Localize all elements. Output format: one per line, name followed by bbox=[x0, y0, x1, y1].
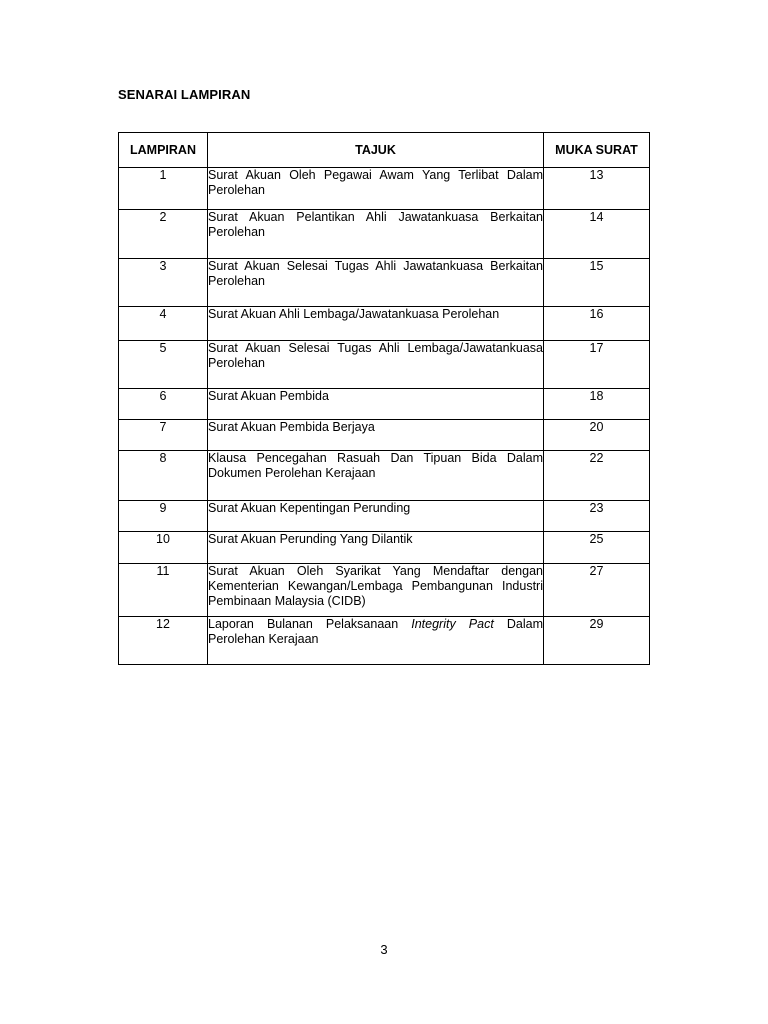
row-number: 2 bbox=[119, 210, 208, 259]
row-page: 17 bbox=[544, 341, 650, 389]
row-number: 9 bbox=[119, 501, 208, 532]
row-page: 14 bbox=[544, 210, 650, 259]
page-number: 3 bbox=[380, 942, 388, 957]
row-number: 5 bbox=[119, 341, 208, 389]
table-row bbox=[119, 389, 650, 420]
row-title-part: Laporan Bulanan Pelaksanaan bbox=[208, 617, 412, 631]
row-title: Surat Akuan Perunding Yang Dilantik bbox=[208, 532, 544, 564]
table-row bbox=[119, 259, 650, 307]
row-number: 4 bbox=[119, 307, 208, 341]
row-title: Klausa Pencegahan Rasuah Dan Tipuan Bida Dalam Dokumen Perolehan Kerajaan bbox=[208, 451, 544, 501]
row-page: 15 bbox=[544, 259, 650, 307]
table-header-row bbox=[119, 133, 650, 168]
page-title: SENARAI LAMPIRAN bbox=[118, 87, 251, 102]
table-row bbox=[119, 210, 650, 259]
row-page: 22 bbox=[544, 451, 650, 501]
row-title: Surat Akuan Oleh Syarikat Yang Mendaftar dengan Kementerian Kewangan/Lembaga Pembangunan Industri Pembinaan Malaysia (CIDB) bbox=[208, 564, 544, 617]
row-page: 25 bbox=[544, 532, 650, 564]
row-number: 3 bbox=[119, 259, 208, 307]
row-title: Surat Akuan Kepentingan Perunding bbox=[208, 501, 544, 532]
row-page: 13 bbox=[544, 168, 650, 210]
table-row bbox=[119, 307, 650, 341]
table-row bbox=[119, 451, 650, 501]
row-title bbox=[208, 617, 544, 665]
row-page: 23 bbox=[544, 501, 650, 532]
table-row bbox=[119, 341, 650, 389]
table-row bbox=[119, 420, 650, 451]
row-page: 27 bbox=[544, 564, 650, 617]
row-page: 29 bbox=[544, 617, 650, 665]
row-page: 18 bbox=[544, 389, 650, 420]
appendix-table bbox=[118, 132, 650, 665]
row-number: 8 bbox=[119, 451, 208, 501]
row-page: 16 bbox=[544, 307, 650, 341]
row-number: 10 bbox=[119, 532, 208, 564]
row-number: 12 bbox=[119, 617, 208, 665]
row-title: Surat Akuan Selesai Tugas Ahli Lembaga/Jawatankuasa Perolehan bbox=[208, 341, 544, 389]
row-title-italic-part: Integrity Pact bbox=[411, 617, 494, 631]
row-number: 1 bbox=[119, 168, 208, 210]
row-title-part: Dalam Perolehan Kerajaan bbox=[208, 617, 544, 646]
row-title: Surat Akuan Selesai Tugas Ahli Jawatankuasa Berkaitan Perolehan bbox=[208, 259, 544, 307]
column-header-muka-surat: MUKA SURAT bbox=[544, 133, 650, 168]
row-title: Surat Akuan Pembida bbox=[208, 389, 544, 420]
row-page: 20 bbox=[544, 420, 650, 451]
row-number: 6 bbox=[119, 389, 208, 420]
column-header-lampiran: LAMPIRAN bbox=[119, 133, 208, 168]
table-row bbox=[119, 168, 650, 210]
table-row bbox=[119, 564, 650, 617]
table-row bbox=[119, 501, 650, 532]
column-header-tajuk: TAJUK bbox=[208, 133, 544, 168]
row-title: Surat Akuan Pelantikan Ahli Jawatankuasa Berkaitan Perolehan bbox=[208, 210, 544, 259]
row-number: 11 bbox=[119, 564, 208, 617]
row-title: Surat Akuan Ahli Lembaga/Jawatankuasa Perolehan bbox=[208, 307, 544, 341]
table-row bbox=[119, 617, 650, 665]
row-title: Surat Akuan Pembida Berjaya bbox=[208, 420, 544, 451]
table-row bbox=[119, 532, 650, 564]
row-number: 7 bbox=[119, 420, 208, 451]
row-title: Surat Akuan Oleh Pegawai Awam Yang Terlibat Dalam Perolehan bbox=[208, 168, 544, 210]
